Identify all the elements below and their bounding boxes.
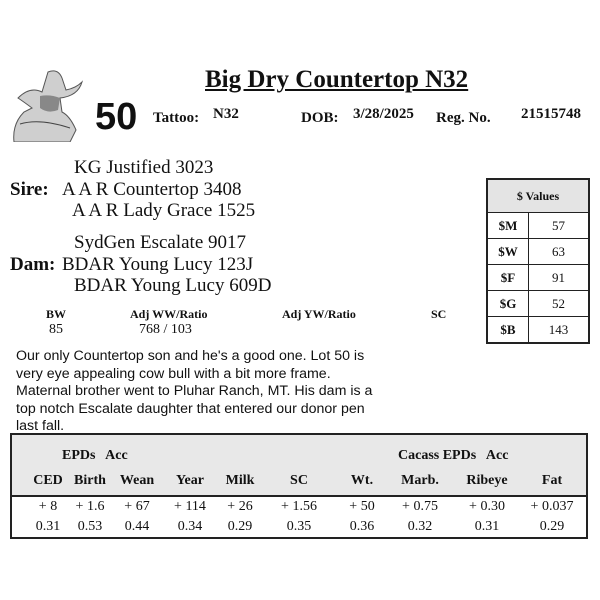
dollar-values-title: $ Values (488, 180, 588, 213)
index-value: 91 (552, 270, 565, 285)
dam-sire: SydGen Escalate 9017 (74, 232, 247, 253)
epd-column-header: Fat (541, 473, 563, 488)
epd-accuracy: 0.36 (349, 519, 375, 534)
bw-label: BW (46, 307, 67, 321)
epd-accuracy: 0.29 (227, 519, 253, 534)
index-label: $G (488, 291, 529, 316)
epd-column-header: Ribeye (466, 473, 508, 488)
table-row (488, 290, 588, 316)
sire-label: Sire: (10, 179, 49, 200)
carcass-group-label: Cacass EPDs Acc (398, 448, 509, 463)
dam: BDAR Young Lucy 123J (62, 254, 254, 275)
yw-label: Adj YW/Ratio (282, 307, 356, 321)
lot-description: Our only Countertop son and he's a good one. Lot 50 is very eye appealing cow bull with a bit more frame. Maternal brother went to Pluhar Ranch, MT. His dam is a top notch Escalate daughter that entered our donor pen last fall. (16, 348, 373, 435)
index-label: $B (488, 317, 529, 342)
sire-dam: A A R Lady Grace 1525 (72, 200, 256, 221)
epd-column-header: Milk (225, 473, 255, 488)
epd-column-header: CED (33, 473, 63, 488)
epd-table (10, 433, 588, 539)
epd-group-label: EPDs Acc (62, 448, 128, 463)
index-value: 57 (552, 218, 565, 233)
index-value: 63 (552, 244, 565, 259)
index-label: $M (488, 213, 529, 238)
bw-value: 85 (49, 322, 63, 337)
dollar-values-table (486, 178, 590, 344)
epd-column-header: Year (176, 473, 204, 488)
ww-label: Adj WW/Ratio (130, 307, 208, 321)
epd-value: + 50 (349, 499, 375, 514)
epd-column-header: Birth (74, 473, 106, 488)
dob-value: 3/28/2025 (353, 106, 414, 122)
tattoo-value: N32 (213, 106, 239, 122)
index-label: $W (488, 239, 529, 264)
epd-accuracy: 0.35 (286, 519, 312, 534)
epd-column-header: Wean (119, 473, 155, 488)
reg-value: 21515748 (521, 106, 581, 122)
lot-number: 50 (95, 96, 138, 138)
dob-label: DOB: (301, 110, 339, 126)
index-label: $F (488, 265, 529, 290)
epd-column-header: Marb. (401, 473, 439, 488)
tattoo-label: Tattoo: (153, 110, 200, 126)
table-row (488, 316, 588, 342)
animal-name: Big Dry Countertop N32 (205, 66, 469, 93)
table-row (488, 264, 588, 290)
epd-value: + 0.30 (469, 499, 505, 514)
sire: A A R Countertop 3408 (62, 179, 242, 200)
epd-column-header: Wt. (350, 473, 374, 488)
epd-value: + 0.75 (402, 499, 438, 514)
epd-value: + 8 (38, 499, 58, 514)
epd-value: + 114 (174, 499, 206, 514)
epd-value: + 1.56 (281, 499, 317, 514)
table-row (488, 213, 588, 238)
sire-sire: KG Justified 3023 (74, 157, 214, 178)
epd-accuracy: 0.44 (124, 519, 150, 534)
table-row (488, 238, 588, 264)
ww-value: 768 / 103 (139, 322, 192, 337)
dam-label: Dam: (10, 254, 56, 275)
epd-value: + 26 (227, 499, 253, 514)
epd-accuracy: 0.31 (35, 519, 61, 534)
sc-label: SC (431, 307, 447, 321)
epd-accuracy: 0.34 (177, 519, 203, 534)
epd-value: + 0.037 (530, 499, 574, 514)
index-value: 143 (548, 322, 569, 337)
epd-accuracy: 0.31 (474, 519, 500, 534)
dam-dam: BDAR Young Lucy 609D (74, 275, 272, 296)
epd-accuracy: 0.53 (77, 519, 103, 534)
epd-accuracy: 0.32 (407, 519, 433, 534)
cowboy-logo (10, 68, 84, 142)
epd-column-header: SC (290, 473, 308, 488)
epd-value: + 1.6 (75, 499, 105, 514)
epd-value: + 67 (124, 499, 150, 514)
index-value: 52 (552, 296, 565, 311)
epd-accuracy: 0.29 (539, 519, 565, 534)
reg-label: Reg. No. (436, 110, 491, 126)
